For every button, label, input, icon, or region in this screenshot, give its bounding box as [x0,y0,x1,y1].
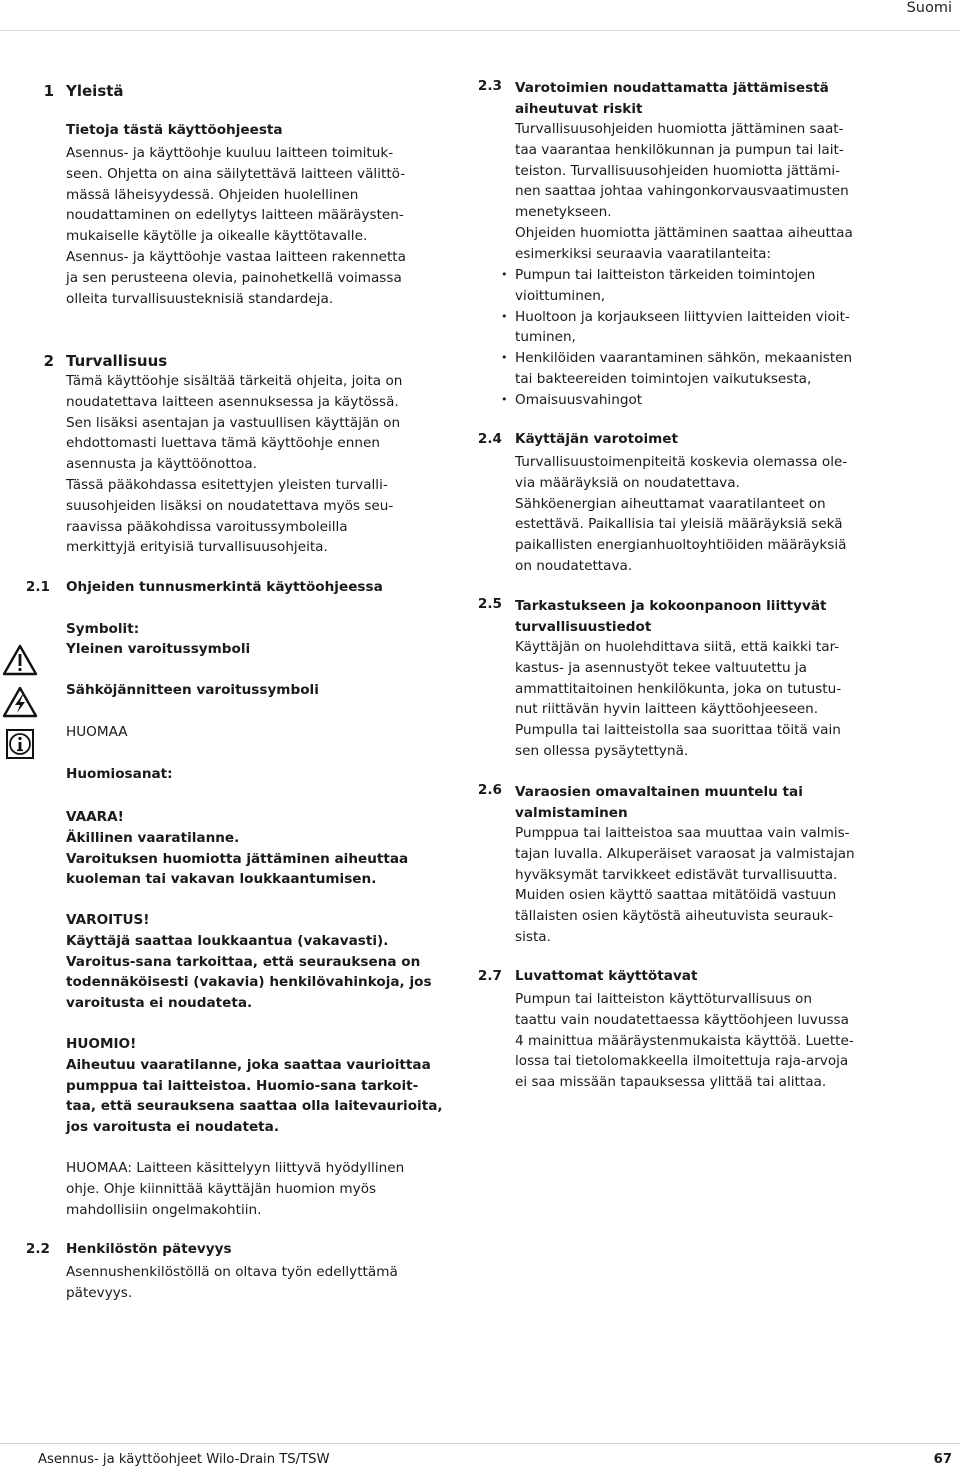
text-line: Muiden osien käyttö saattaa mitätöidä vastuun [515,887,837,904]
text-line: estettävä. Paikallisia tai yleisiä määräyksiä sekä [515,516,843,533]
text-line: tuminen, [515,329,576,346]
text-line: taa, että seurauksena saattaa olla laitevaurioita, [66,1098,443,1115]
text-line: Pumppua tai laitteistoa saa muuttaa vain valmis- [515,825,850,841]
list-item [501,307,852,349]
text-line: nut riittävän hyvin laitteen käyttöohjeeseen. [515,701,819,718]
section-2-3-number: 2.3 [477,78,502,94]
symbol-general-label: Yleinen varoitussymboli [66,641,251,657]
title-line: turvallisuustiedot [515,618,652,635]
text-line: kuoleman tai vakavan loukkaantumisen. [66,871,377,888]
section-2-7-body [515,989,854,1093]
text-line: Tämä käyttöohje sisältää tärkeitä ohjeita, joita on [66,373,403,389]
text-line: olleita turvallisuusteknisiä standardeja. [66,290,334,307]
huomaa-block [66,1158,404,1220]
huomio-word: HUOMIO! [66,1036,137,1052]
signal-words-label: Huomiosanat: [66,766,173,782]
section-2-5-body [515,637,841,762]
text-line: taattu vain noudatettaessa käyttöohjeen luvussa [515,1011,849,1028]
text-line: paikallisten energianhuoltoyhtiöiden määräyksiä [515,537,847,554]
section-2-2-body [66,1262,398,1304]
huomio-block [66,1034,443,1138]
section-2-title: Turvallisuus [66,352,168,370]
text-line: Aiheutuu vaaratilanne, joka saattaa vaurioittaa [66,1056,431,1073]
text-line: Turvallisuustoimenpiteitä koskevia olemassa ole- [515,454,848,470]
text-line: • Pumpun tai laitteiston tärkeiden toimintojen [515,267,816,283]
text-line: tällaisten osien käytöstä aiheutuvista seurauk- [515,908,834,925]
text-line: Pumpulla tai laitteistolla saa suorittaa töitä vain [515,722,841,739]
title-line: Varaosien omavaltainen muuntelu tai [515,784,803,800]
header-rule [0,30,960,31]
text-line: ja sen perusteena olevia, painohetkellä voimassa [66,269,402,286]
section-2-6-title [515,782,803,824]
text-line: hyväksymät tarvikkeet edistävät turvallisuutta. [515,866,838,883]
section-2-7-title: Luvattomat käyttötavat [515,968,698,984]
text-line: Turvallisuusohjeiden huomiotta jättäminen saat- [515,121,844,137]
section-2-1-title: Ohjeiden tunnusmerkintä käyttöohjeessa [66,579,383,595]
text-line: noudattaminen on edellytys laitteen määräysten- [66,207,404,224]
section-2-body [66,371,402,558]
text-line: suusohjeiden lisäksi on noudatettava myös seu- [66,497,394,514]
section-2-1-number: 2.1 [25,579,50,595]
text-line: raavissa pääkohdissa varoitussymboleilla [66,518,348,535]
footer-page-number: 67 [933,1452,952,1467]
text-line: ohje. Ohje kiinnittää käyttäjän huomion myös [66,1180,377,1197]
electric-warning-icon [2,686,38,718]
section-2-5-title [515,596,827,638]
text-line: vioittuminen, [515,287,606,304]
text-line: noudatettava laitteen asennuksessa ja käytössä. [66,393,399,410]
text-line: nen saattaa johtaa vahingonkorvausvaatimusten [515,183,849,200]
text-line: ei saa missään tapauksessa ylittää tai alittaa. [515,1074,827,1091]
text-line: lossa tai tietolomakkeella ilmoitettuja raja-arvoja [515,1053,849,1070]
text-line: Asennushenkilöstöllä on oltava työn edellyttämä [66,1264,398,1280]
section-2-5-number: 2.5 [477,596,502,612]
list-item [501,390,852,411]
list-item [501,265,852,307]
text-line: kastus- ja asennustyöt tekee valtuutettu ja [515,659,808,676]
title-line: valmistaminen [515,804,628,821]
text-line: mahdollisiin ongelmakohtiin. [66,1201,262,1218]
section-2-2-title: Henkilöstön pätevyys [66,1241,232,1257]
section-1-title: Yleistä [66,82,124,100]
text-line: • Omaisuusvahingot [515,391,643,408]
footer-document-title: Asennus- ja käyttöohjeet Wilo-Drain TS/TSW [38,1452,330,1467]
section-2-4-number: 2.4 [477,431,502,447]
text-line: ehdottomasti luettava tämä käyttöohje ennen [66,435,380,452]
text-line: merkittyjä erityisiä turvallisuusohjeita. [66,539,328,556]
vaara-word: VAARA! [66,809,124,825]
text-line: sista. [515,928,551,945]
section-2-3-title [515,78,829,120]
text-line: on noudatettava. [515,557,633,574]
section-2-4-title: Käyttäjän varotoimet [515,431,679,447]
title-line: aiheutuvat riskit [515,100,643,117]
info-note-icon [2,728,38,760]
text-line: pätevyys. [66,1284,133,1301]
section-2-6-number: 2.6 [477,782,502,798]
text-line: mässä läheisyydessä. Ohjeiden huolellinen [66,186,359,203]
text-line: mukaiselle käytölle ja oikealle käyttötavalle. [66,228,368,245]
text-line: • Huoltoon ja korjaukseen liittyvien laitteiden vioit- [515,308,850,325]
text-line: seen. Ohjetta on aina säilytettävä laitteen välittö- [66,165,406,182]
varoitus-word: VAROITUS! [66,912,150,928]
text-line: tajan luvalla. Alkuperäiset varaosat ja valmistajan [515,845,855,862]
title-line: Tarkastukseen ja kokoonpanoon liittyvät [515,598,827,614]
text-line: Käyttäjän on huolehdittava siitä, että kaikki tar- [515,639,840,655]
section-1-number: 1 [43,82,54,100]
text-line: teiston. Turvallisuusohjeiden huomiotta jättämi- [515,162,840,179]
section-1-body [66,143,406,309]
warning-triangle-icon [2,644,38,676]
text-line: ammattitaitoinen henkilökunta, joka on tutustu- [515,680,842,697]
text-line: todennäköisesti (vakavia) henkilövahinkoja, jos [66,974,432,991]
text-line: Asennus- ja käyttöohje kuuluu laitteen toimituk- [66,145,394,161]
text-line: Sen lisäksi asentajan ja vastuullisen käyttäjän on [66,414,401,431]
symbol-electric-label: Sähköjännitteen varoitussymboli [66,682,319,698]
text-line: Varoitus-sana tarkoittaa, että seurauksena on [66,953,421,970]
section-2-2-number: 2.2 [25,1241,50,1257]
text-line: jos varoitusta ei noudateta. [66,1119,279,1136]
footer-rule [0,1443,960,1444]
text-line: Asennus- ja käyttöohje vastaa laitteen rakennetta [66,248,406,265]
symbol-note-label: HUOMAA [66,724,128,740]
text-line: 4 mainittua määräystenmukaista käyttöä. Luette- [515,1032,854,1049]
varoitus-block [66,910,432,1014]
text-line: pumppua tai laitteistoa. Huomio-sana tarkoit- [66,1077,419,1094]
text-line: tai bakteereiden toimintojen vaikutuksesta, [515,370,812,387]
text-line: via määräyksiä on noudatettava. [515,474,740,491]
text-line: Pumpun tai laitteiston käyttöturvallisuus on [515,991,812,1007]
text-line: varoitusta ei noudateta. [66,995,253,1012]
header-language: Suomi [906,0,952,16]
text-line: • Henkilöiden vaarantaminen sähkön, mekaanisten [515,350,853,367]
text-line: Käyttäjä saattaa loukkaantua (vakavasti). [66,932,389,949]
section-2-3-bullets [501,265,852,411]
section-2-7-number: 2.7 [477,968,502,984]
symbols-label: Symbolit: [66,621,140,637]
text-line: Äkillinen vaaratilanne. [66,829,240,846]
section-2-6-body [515,823,855,948]
text-line: Tässä pääkohdassa esitettyjen yleisten turvalli- [66,476,388,493]
text-line: Ohjeiden huomiotta jättäminen saattaa aiheuttaa [515,224,853,241]
text-line: Sähköenergian aiheuttamat vaaratilanteet on [515,495,826,512]
text-line: Varoituksen huomiotta jättäminen aiheuttaa [66,850,409,867]
section-2-4-body [515,452,847,577]
text-line: sen ollessa pysäytettynä. [515,742,689,759]
section-2-3-body [515,119,853,265]
list-item [501,348,852,390]
text-line: asennusta ja käyttöönottoa. [66,456,257,473]
text-line: taa vaarantaa henkilökunnan ja pumpun tai lait- [515,141,844,158]
text-line: menetykseen. [515,204,612,221]
text-line: HUOMAA: Laitteen käsittelyyn liittyvä hyödyllinen [66,1160,405,1176]
section-1-subtitle: Tietoja tästä käyttöohjeesta [66,122,283,138]
section-2-number: 2 [43,352,54,370]
text-line: esimerkiksi seuraavia vaaratilanteita: [515,245,772,262]
title-line: Varotoimien noudattamatta jättämisestä [515,80,829,96]
vaara-block [66,807,408,890]
